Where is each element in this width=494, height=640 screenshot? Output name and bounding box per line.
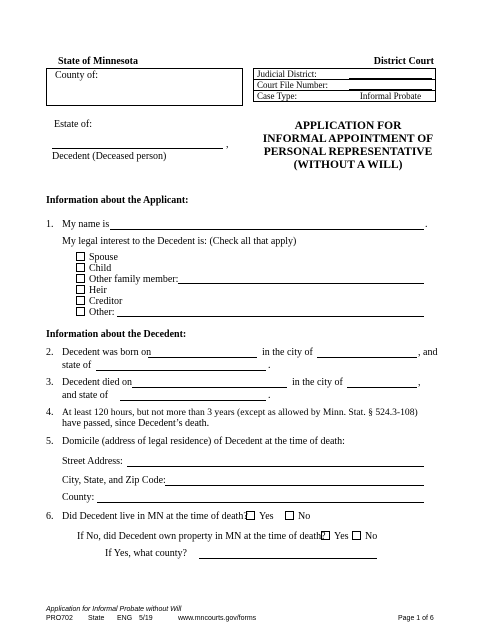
judicial-district-label: Judicial District:: [254, 69, 347, 80]
q6-sub-yes-label: Yes: [334, 531, 349, 542]
other-family-field[interactable]: [178, 283, 424, 284]
footer-form-code: PRO702: [46, 615, 73, 622]
checkbox-spouse[interactable]: [76, 252, 85, 261]
title-line-3: PERSONAL REPRESENTATIVE: [263, 146, 433, 158]
q3-number: 3.: [46, 377, 54, 388]
q3-city-text: in the city of: [292, 377, 343, 388]
checkbox-property-yes[interactable]: [321, 531, 330, 540]
death-city-field[interactable]: [347, 387, 417, 388]
q3-died-text: Decedent died on: [62, 377, 132, 388]
county-label: County of:: [55, 70, 99, 81]
q5-number: 5.: [46, 436, 54, 447]
option-spouse[interactable]: [76, 252, 118, 263]
checkbox-lived-yes[interactable]: [246, 511, 255, 520]
page-title: [250, 120, 446, 172]
estate-label: Estate of:: [54, 119, 93, 130]
checkbox-lived-no[interactable]: [285, 511, 294, 520]
q6-county-text: If Yes, what county?: [105, 548, 187, 559]
option-other-family[interactable]: [76, 274, 178, 285]
footer-date: 5/19: [139, 615, 153, 622]
footer-state: State: [88, 615, 105, 622]
q6-sub-no[interactable]: [352, 531, 377, 542]
birth-city-field[interactable]: [317, 357, 417, 358]
decedent-heading: Information about the Decedent:: [46, 329, 187, 340]
q6-yes[interactable]: [246, 511, 274, 522]
footer-form-title: Application for Informal Probate without Will: [46, 606, 182, 613]
option-heir-label: Heir: [89, 285, 107, 296]
applicant-name-field[interactable]: [110, 229, 424, 230]
estate-name-line[interactable]: [52, 148, 223, 149]
q2-born-text: Decedent was born on: [62, 347, 152, 358]
city-state-zip-label: City, State, and Zip Code:: [62, 475, 166, 486]
checkbox-property-no[interactable]: [352, 531, 361, 540]
option-spouse-label: Spouse: [89, 252, 118, 263]
q3-state-text: and state of: [62, 390, 109, 401]
title-line-4: (WITHOUT A WILL): [293, 159, 403, 171]
q4-line-1: At least 120 hours, but not more than 3 years (except as allowed by Minn. Stat. § 524.3-108): [62, 407, 418, 418]
q2-and: , and: [418, 347, 438, 358]
q5-text: Domicile (address of legal residence) of Decedent at the time of death:: [62, 436, 345, 447]
q2-state-text: state of: [62, 360, 92, 371]
property-county-field[interactable]: [199, 558, 377, 559]
case-type-value: Informal Probate: [346, 91, 436, 102]
checkbox-heir[interactable]: [76, 285, 85, 294]
q2-number: 2.: [46, 347, 54, 358]
death-state-field[interactable]: [120, 400, 266, 401]
checkbox-child[interactable]: [76, 263, 85, 272]
court-label: District Court: [373, 56, 434, 67]
q3-comma: ,: [418, 377, 421, 388]
applicant-heading: Information about the Applicant:: [46, 195, 189, 206]
q6-no[interactable]: [285, 511, 310, 522]
checkbox-other[interactable]: [76, 307, 85, 316]
decedent-label: Decedent (Deceased person): [52, 151, 167, 162]
option-other[interactable]: [76, 307, 115, 318]
q2-city-text: in the city of: [262, 347, 313, 358]
case-type-label: Case Type:: [254, 91, 347, 102]
court-file-label: Court File Number:: [254, 80, 347, 91]
option-other-label: Other:: [89, 307, 115, 318]
street-label: Street Address:: [62, 456, 123, 467]
q1-period: .: [425, 219, 428, 230]
q4-line-2: have passed, since Decedent’s death.: [62, 418, 210, 429]
judicial-district-field[interactable]: [346, 69, 436, 80]
q6-sub-no-label: No: [365, 531, 378, 542]
q6-sub-yes[interactable]: [321, 531, 349, 542]
option-child-label: Child: [89, 263, 112, 274]
interest-text: My legal interest to the Decedent is: (Check all that apply): [62, 236, 297, 247]
q4-number: 4.: [46, 407, 54, 418]
county-field[interactable]: [97, 502, 424, 503]
other-interest-field[interactable]: [117, 316, 424, 317]
checkbox-creditor[interactable]: [76, 296, 85, 305]
court-file-field[interactable]: [346, 80, 436, 91]
state-label: State of Minnesota: [58, 56, 138, 67]
county-field-label: County:: [62, 492, 95, 503]
option-heir[interactable]: [76, 285, 107, 296]
option-creditor[interactable]: [76, 296, 122, 307]
footer-url[interactable]: www.mncourts.gov/forms: [178, 615, 257, 622]
footer-language: ENG: [117, 615, 133, 622]
death-date-field[interactable]: [132, 387, 287, 388]
q6-no-label: No: [298, 511, 311, 522]
birth-state-field[interactable]: [96, 370, 266, 371]
option-other-family-label: Other family member:: [89, 274, 179, 285]
q6-sub-text: If No, did Decedent own property in MN at the time of death?: [77, 531, 326, 542]
checkbox-other-family[interactable]: [76, 274, 85, 283]
q6-number: 6.: [46, 511, 54, 522]
title-line-2: INFORMAL APPOINTMENT OF: [262, 133, 434, 145]
q6-yes-label: Yes: [259, 511, 274, 522]
title-line-1: APPLICATION FOR: [294, 120, 402, 132]
q2-period: .: [268, 360, 271, 371]
q6-text: Did Decedent live in MN at the time of death?: [62, 511, 248, 522]
city-state-zip-field[interactable]: [165, 485, 424, 486]
street-field[interactable]: [127, 466, 424, 467]
birth-date-field[interactable]: [148, 357, 257, 358]
estate-comma: ,: [226, 139, 229, 150]
q1-text: My name is: [62, 219, 110, 230]
q3-period: .: [268, 390, 271, 401]
option-creditor-label: Creditor: [89, 296, 123, 307]
option-child[interactable]: [76, 263, 111, 274]
court-info-table: [253, 68, 436, 102]
county-box[interactable]: [46, 68, 243, 106]
q1-number: 1.: [46, 219, 54, 230]
footer-page-number: Page 1 of 6: [398, 615, 434, 622]
